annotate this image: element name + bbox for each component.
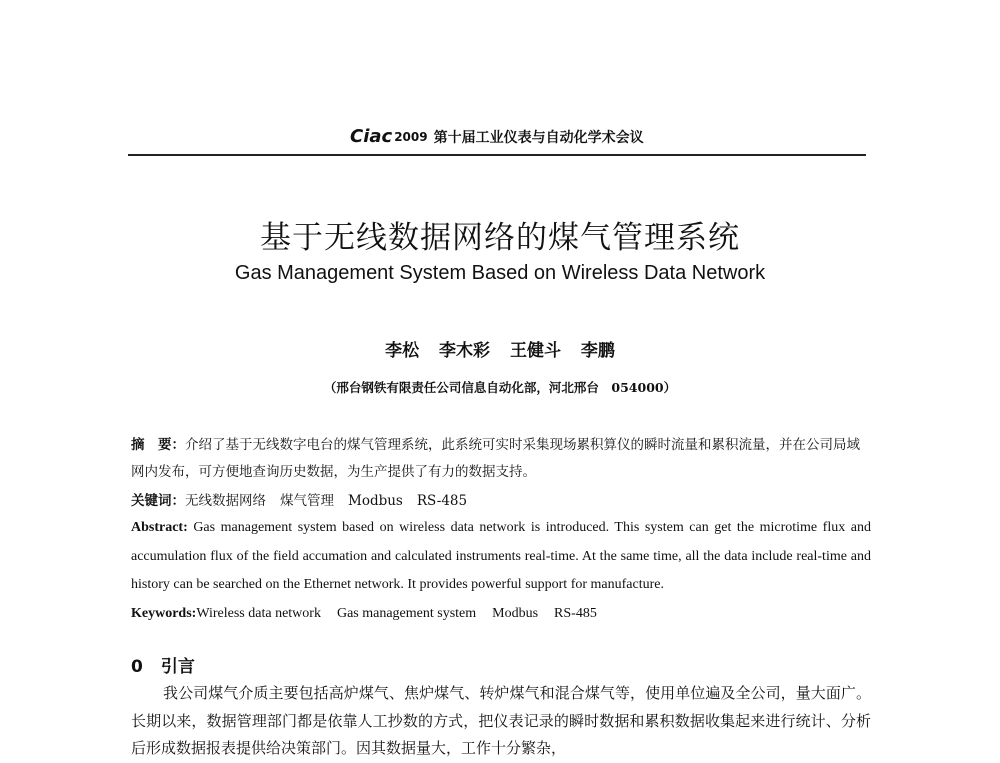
abstract-text: Gas management system based on wireless data network is introduced. This system can get the microtime flux and accumulation flux of the field accumation and calculated instruments real-time. At the same time, all the data include real-time and history can be searched on the Ethernet network. It provides powerful support for manufacture.	[131, 520, 871, 592]
abstract-english	[131, 514, 871, 600]
keywords-label: Keywords:	[131, 606, 197, 621]
keyword: Modbus	[492, 606, 539, 621]
author-name: 李鹏	[580, 341, 615, 361]
keyword: RS-485	[554, 606, 597, 621]
author-name: 李松	[385, 341, 420, 361]
section-title: 引言	[160, 657, 195, 677]
keywords-english	[131, 600, 871, 628]
keyword: Wireless data network	[196, 606, 321, 621]
conference-name: 第十届工业仪表与自动化学术会议	[433, 129, 644, 146]
keyword: Gas management system	[336, 606, 477, 621]
keywords-chinese	[131, 488, 871, 515]
paper-title-english: Gas Management System Based on Wireless Data Network	[234, 262, 766, 284]
author-affiliation: （邢台钢铁有限责任公司信息自动化部，河北邢台 054000）	[323, 380, 677, 395]
keyword: Modbus	[348, 493, 403, 509]
abstract-text: 介绍了基于无线数字电台的煤气管理系统，此系统可实时采集现场累积算仪的瞬时流量和累积流量，并在公司局域网内发布，可方便地查询历史数据，为生产提供了有力的数据支持。	[131, 437, 860, 480]
abstract-label: 摘 要：	[131, 437, 185, 453]
author-name: 李木彩	[439, 341, 491, 361]
author-name: 王健斗	[509, 341, 561, 361]
keyword: 无线数据网络	[185, 493, 266, 509]
section-heading-introduction	[131, 652, 195, 677]
running-header	[128, 124, 866, 156]
keyword: 煤气管理	[280, 493, 334, 509]
introduction-paragraph: 我公司煤气介质主要包括高炉煤气、焦炉煤气、转炉煤气和混合煤气等，使用单位遍及全公司，量大面广。长期以来，数据管理部门都是依靠人工抄数的方式，把仪表记录的瞬时数据和累积数据收集起来进行统计、分析后形成数据报表提供给决策部门。因其数据量大，工作十分繁杂，	[131, 684, 871, 757]
keyword: RS-485	[416, 493, 468, 509]
author-list	[0, 336, 1000, 361]
abstract-chinese	[131, 432, 871, 486]
keywords-label: 关键词：	[131, 493, 185, 509]
section-number: 0	[131, 657, 143, 677]
paper-title-chinese: 基于无线数据网络的煤气管理系统	[260, 220, 740, 256]
abstract-label: Abstract:	[131, 520, 188, 535]
conference-header	[350, 126, 644, 147]
logo-year: 2009	[394, 129, 428, 144]
ciac-logo: Ciac	[350, 126, 393, 147]
